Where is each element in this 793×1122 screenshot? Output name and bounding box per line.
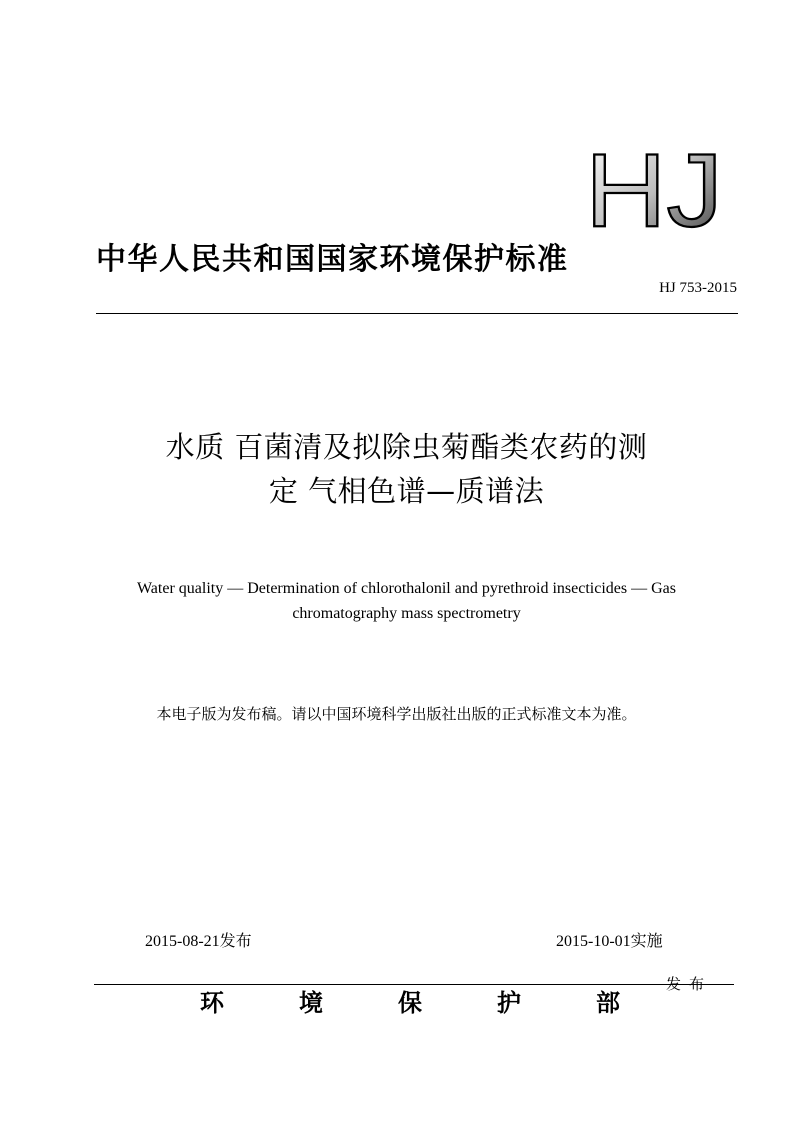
issuing-ministry — [200, 988, 620, 1018]
ministry-char: 境 — [299, 988, 323, 1017]
header-divider — [96, 313, 738, 314]
issuing-agency-title: 中华人民共和国国家环境保护标准 — [96, 242, 569, 277]
electronic-version-notice: 本电子版为发布稿。请以中国环境科学出版社出版的正式标准文本为准。 — [156, 705, 637, 723]
publish-label: 发布 — [666, 975, 713, 993]
ministry-char: 保 — [398, 988, 422, 1017]
hj-logo — [585, 148, 725, 230]
english-title-line-1: Water quality — Determination of chlorothalonil and pyrethroid insecticides — Gas — [136, 580, 676, 597]
svg-text:HJ: HJ — [585, 148, 723, 230]
ministry-char: 部 — [596, 988, 620, 1017]
chinese-title — [80, 425, 733, 513]
footer-divider — [94, 984, 734, 985]
issue-date: 2015-08-21发布 — [145, 933, 252, 950]
standard-number: HJ 753-2015 — [659, 280, 737, 296]
english-title — [80, 576, 733, 626]
implementation-date: 2015-10-01实施 — [556, 933, 663, 950]
chinese-title-line-2: 定 气相色谱—质谱法 — [268, 474, 545, 508]
ministry-char: 护 — [497, 988, 521, 1017]
chinese-title-line-1: 水质 百菌清及拟除虫菊酯类农药的测 — [165, 430, 648, 464]
ministry-char: 环 — [200, 988, 224, 1017]
english-title-line-2: chromatography mass spectrometry — [292, 605, 521, 622]
